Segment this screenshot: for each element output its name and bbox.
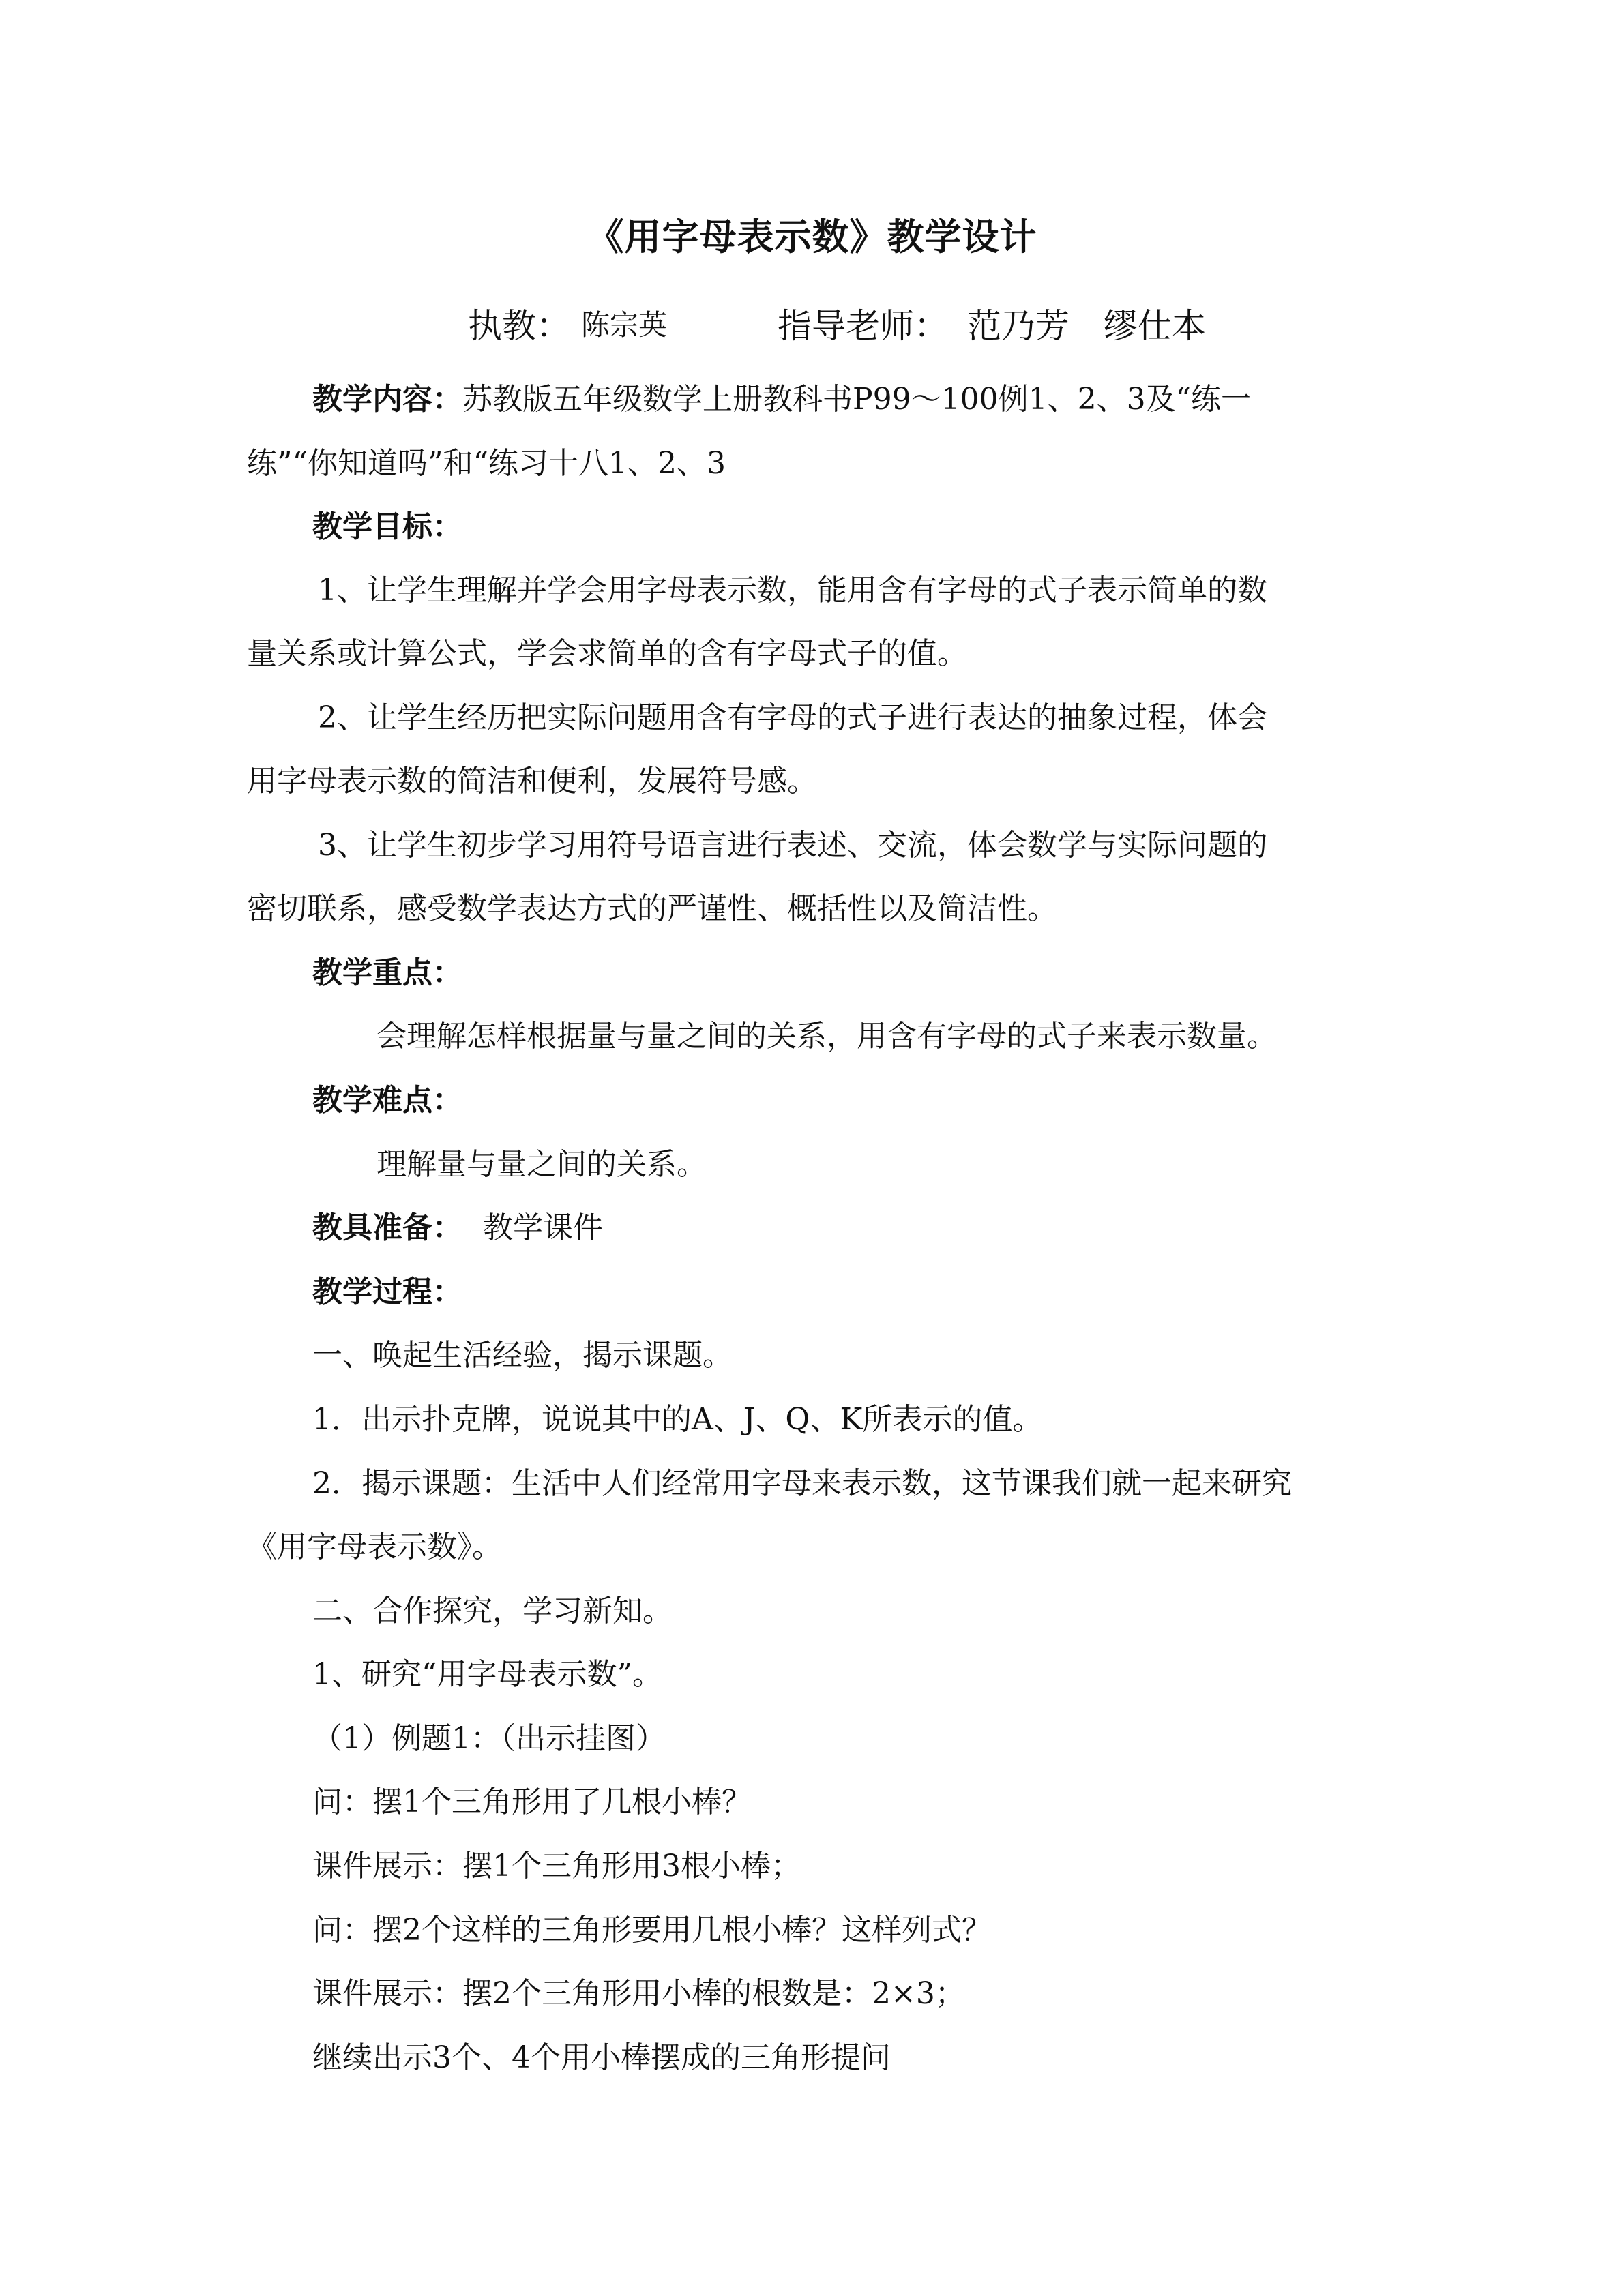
tools-text: 教学课件 — [483, 1210, 603, 1245]
process-step-1-2-line-1: 2．揭示课题：生活中人们经常用字母来表示数，这节课我们就一起来研究 — [312, 1466, 1292, 1501]
goal-3-line-2: 密切联系，感受数学表达方式的严谨性、概括性以及简洁性。 — [247, 891, 1057, 926]
question-2: 问：摆2个这样的三角形要用几根小棒？这样列式？ — [312, 1913, 992, 1948]
process-step-2-1: 1、研究“用字母表示数”。 — [312, 1657, 662, 1692]
goal-2-line-2: 用字母表示数的简洁和便利，发展符号感。 — [247, 764, 817, 799]
goal-1-line-1: 1、让学生理解并学会用字母表示数，能用含有字母的式子表示简单的数 — [318, 573, 1267, 608]
goal-1-line-2: 量关系或计算公式，学会求简单的含有字母式子的值。 — [247, 636, 967, 671]
document-title: 《用字母表示数》教学设计 — [587, 215, 1037, 258]
continue-line: 继续出示3个、4个用小棒摆成的三角形提问 — [312, 2040, 891, 2075]
advisor-names: 范乃芳 缪仕本 — [967, 306, 1206, 346]
content-line-1 — [312, 379, 1251, 420]
goals-label: 教学目标： — [312, 509, 462, 544]
content-text-2: 练”“你知道吗”和“练习十八1、2、3 — [247, 446, 726, 481]
teacher-label: 执教： — [468, 306, 570, 346]
process-step-1-2-line-2: 《用字母表示数》。 — [247, 1530, 502, 1564]
teacher-name: 陈宗英 — [581, 308, 668, 342]
process-step-1: 一、唤起生活经验，揭示课题。 — [312, 1338, 733, 1373]
key-point-text: 会理解怎样根据量与量之间的关系，用含有字母的式子来表示数量。 — [377, 1019, 1277, 1054]
example-1: （1）例题1：（出示挂图） — [312, 1721, 666, 1756]
tools-line — [312, 1208, 603, 1249]
question-1: 问：摆1个三角形用了几根小棒？ — [312, 1785, 752, 1819]
answer-2: 课件展示：摆2个三角形用小棒的根数是：2×3； — [312, 1976, 965, 2011]
advisor-label: 指导老师： — [778, 306, 948, 346]
process-step-2: 二、合作探究，学习新知。 — [312, 1594, 673, 1628]
tools-label: 教具准备： — [312, 1210, 462, 1245]
difficulty-text: 理解量与量之间的关系。 — [377, 1147, 707, 1182]
process-label: 教学过程： — [312, 1274, 462, 1309]
process-step-1-1: 1．出示扑克牌，说说其中的A、J、Q、K所表示的值。 — [312, 1402, 1043, 1437]
goal-3-line-1: 3、让学生初步学习用符号语言进行表述、交流，体会数学与实际问题的 — [318, 828, 1267, 863]
content-text-1: 苏教版五年级数学上册教科书P99～100例1、2、3及“练一 — [462, 382, 1252, 417]
key-point-label: 教学重点： — [312, 955, 462, 990]
goal-2-line-1: 2、让学生经历把实际问题用含有字母的式子进行表达的抽象过程，体会 — [318, 700, 1267, 735]
content-label: 教学内容： — [312, 382, 462, 417]
difficulty-label: 教学难点： — [312, 1083, 462, 1118]
answer-1: 课件展示：摆1个三角形用3根小棒； — [312, 1849, 801, 1883]
